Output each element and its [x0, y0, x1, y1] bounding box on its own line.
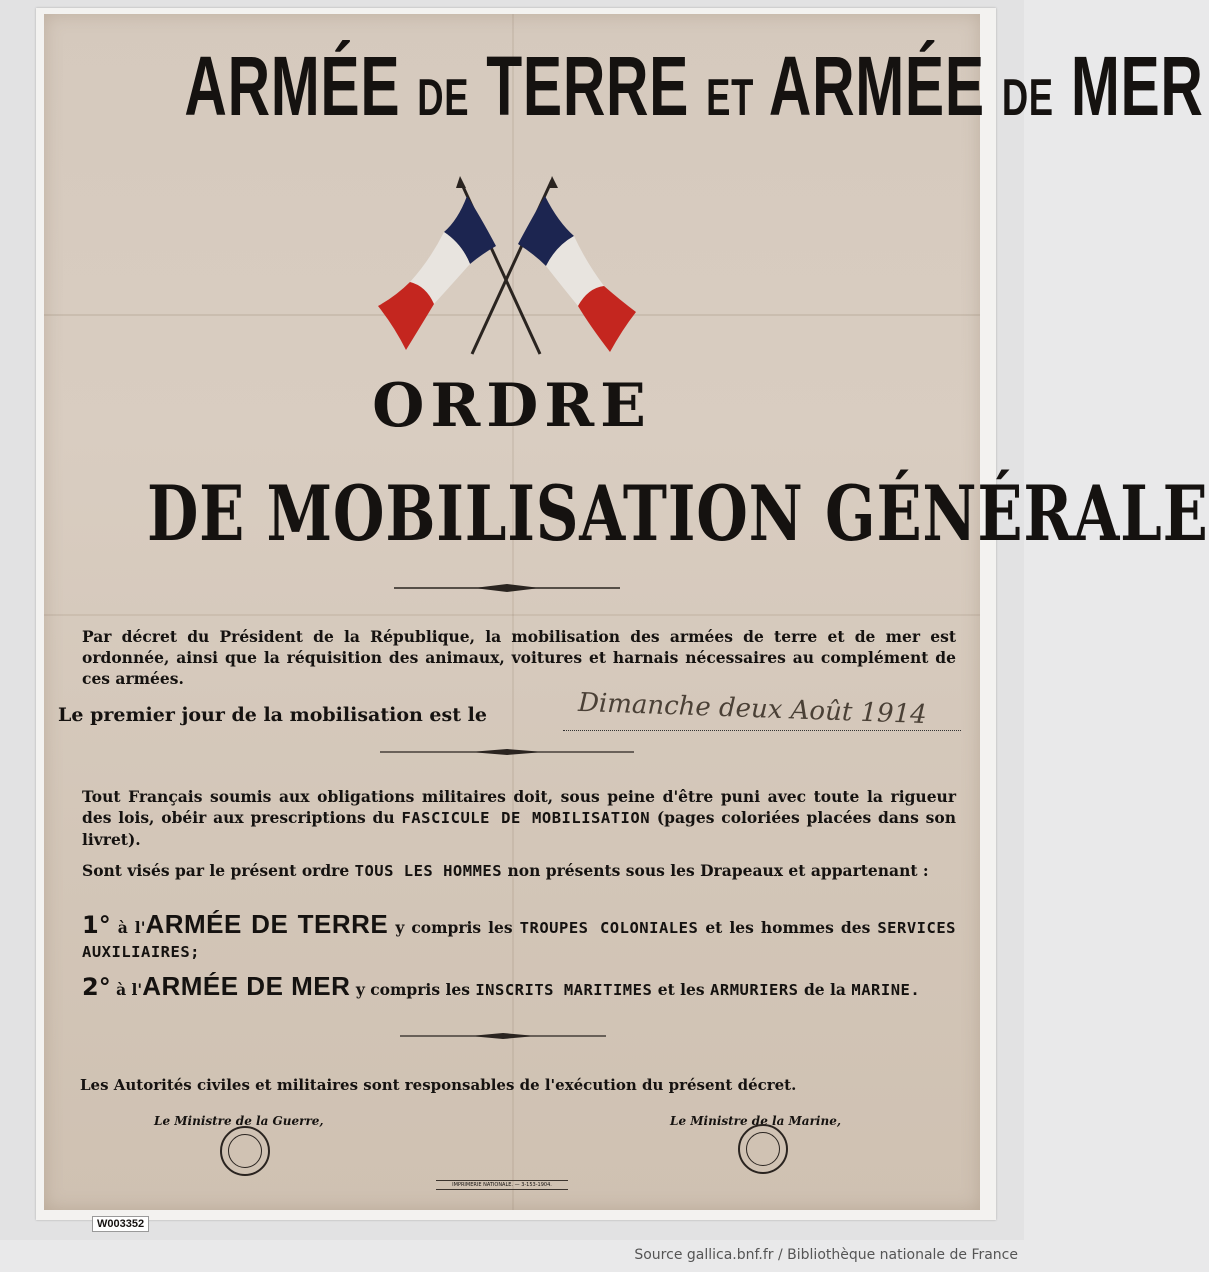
- item-text: à l': [117, 918, 146, 937]
- heading-word: DE: [417, 69, 470, 127]
- item-text: de la: [803, 980, 846, 999]
- minister-war-signature: Le Ministre de la Guerre,: [154, 1114, 324, 1128]
- heading-word: MER: [1070, 39, 1204, 133]
- heading-word: ET: [706, 69, 755, 127]
- obligation-text-end: (pages coloriées placées dans son livret).: [82, 808, 956, 849]
- first-day-label: Le premier jour de la mobilisation est le: [58, 704, 487, 726]
- heading-word: DE: [1001, 69, 1054, 127]
- ornament-divider: [400, 1030, 606, 1042]
- item-text: à l': [116, 980, 143, 999]
- armee-de-mer-emphasis: ARMÉE DE MER: [142, 971, 351, 1001]
- item-number: 2°: [82, 973, 111, 1001]
- heading-word: ARMÉE: [184, 39, 401, 133]
- navy-ministry-anchor-seal-icon: [738, 1124, 788, 1174]
- heading-armee-terre-mer: [184, 39, 1204, 133]
- authorities-statement: Les Autorités civiles et militaires sont responsables de l'exécution du présent décret.: [80, 1076, 797, 1094]
- printer-imprint: IMPRIMERIE NATIONALE. — 3-153-1904.: [436, 1180, 568, 1190]
- mobilisation-poster: [44, 14, 1209, 1210]
- decree-paragraph: [58, 626, 956, 689]
- first-day-line: [58, 687, 956, 731]
- war-ministry-seal-icon: [220, 1126, 270, 1176]
- obligation-text: Tout Français soumis aux obligations militaires doit, sous peine d'être puni avec toute la rigueur des lois, obéir aux prescriptions du: [82, 787, 956, 827]
- tous-les-hommes-emphasis: TOUS LES HOMMES: [354, 862, 503, 880]
- ornament-divider: [380, 746, 634, 758]
- left-flag-red: [378, 282, 434, 350]
- concerned-text-end: non présents sous les Drapeaux et appartenant :: [507, 861, 929, 880]
- item-text: et les: [657, 980, 705, 999]
- item-armee-de-terre: [58, 909, 956, 964]
- armee-de-terre-emphasis: ARMÉE DE TERRE: [145, 909, 389, 939]
- item-armee-de-mer: [58, 971, 956, 1002]
- services-auxiliaires-emphasis: SERVICES AUXILIAIRES;: [82, 919, 956, 961]
- right-flag-red: [578, 286, 636, 352]
- item-text: y compris les: [395, 918, 513, 937]
- item-text: et les hommes des: [705, 918, 871, 937]
- first-day-handwritten-date: Dimanche deux Août 1914: [577, 687, 928, 731]
- item-number: 1°: [82, 911, 111, 939]
- minister-navy-signature: Le Ministre de la Marine,: [670, 1114, 841, 1128]
- source-credit: Source gallica.bnf.fr / Bibliothèque nationale de France: [634, 1247, 1018, 1263]
- fold-crease-horizontal-lower: [44, 614, 980, 616]
- title-mobilisation-generale: DE MOBILISATION GÉNÉRALE: [146, 469, 1209, 558]
- title-ordre: ORDRE: [372, 371, 652, 441]
- heading-word: TERRE: [486, 39, 690, 133]
- ornament-divider: [394, 582, 620, 594]
- marine-emphasis: MARINE.: [851, 981, 921, 999]
- decree-text: Par décret du Président de la République, la mobilisation des armées de terre et de mer est ordonnée, ainsi que la réquisition des animaux, voitures et harnais nécessaires au complément de ces armées.: [82, 627, 956, 688]
- troupes-coloniales-emphasis: TROUPES COLONIALES: [519, 919, 699, 937]
- concerned-paragraph: [58, 860, 956, 882]
- fascicule-emphasis: FASCICULE DE MOBILISATION: [401, 809, 651, 827]
- heading-word: ARMÉE: [768, 39, 985, 133]
- concerned-text: Sont visés par le présent ordre: [82, 861, 350, 880]
- crossed-tricolour-flags-icon: [374, 174, 644, 374]
- catalog-label: W003352: [92, 1216, 149, 1232]
- obligation-paragraph: [58, 786, 956, 850]
- item-text: y compris les: [355, 980, 470, 999]
- armuriers-emphasis: ARMURIERS: [710, 981, 799, 999]
- inscrits-maritimes-emphasis: INSCRITS MARITIMES: [475, 981, 653, 999]
